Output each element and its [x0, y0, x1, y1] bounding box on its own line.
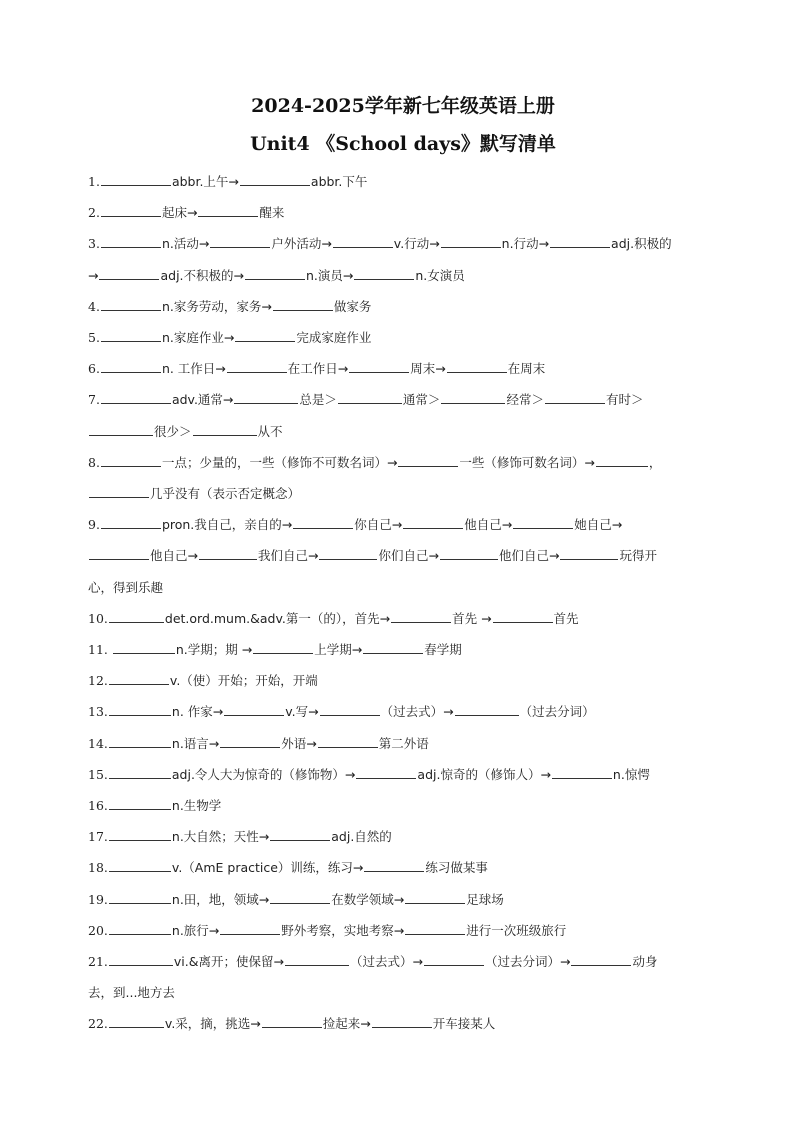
item-text: 足球场	[466, 891, 504, 907]
item-number: 21.	[88, 954, 108, 970]
answer-blank[interactable]	[338, 389, 402, 404]
item-text: （过去式）→	[349, 954, 423, 970]
item-number: 6.	[88, 361, 100, 377]
item-9-cont	[88, 540, 718, 571]
answer-blank[interactable]	[273, 296, 333, 311]
item-text: 捡起来→	[322, 1016, 371, 1032]
answer-blank[interactable]	[101, 389, 171, 404]
answer-blank[interactable]	[109, 920, 171, 935]
item-text: 他自己→	[464, 517, 513, 533]
item-text: 总是＞	[299, 392, 337, 408]
answer-blank[interactable]	[224, 701, 284, 716]
item-text: 户外活动→	[271, 236, 332, 252]
item-text: 练习做某事	[425, 860, 488, 876]
item-text: 周末→	[410, 361, 446, 377]
answer-blank[interactable]	[109, 826, 171, 841]
page-subtitle: Unit4 《School days》默写清单	[250, 133, 556, 155]
item-21-cont	[88, 977, 718, 1008]
answer-blank[interactable]	[193, 421, 257, 436]
item-text: pron.我自己，亲自的→	[161, 517, 293, 533]
answer-blank[interactable]	[210, 233, 270, 248]
answer-blank[interactable]	[319, 545, 377, 560]
item-number: 11.	[88, 642, 112, 658]
item-text: 上学期→	[314, 642, 363, 658]
item-text: n.女演员	[415, 267, 465, 283]
item-5	[88, 322, 718, 353]
answer-blank[interactable]	[405, 889, 465, 904]
item-text: n. 工作日→	[161, 361, 226, 377]
answer-blank[interactable]	[89, 483, 149, 498]
item-15	[88, 759, 718, 790]
item-text: abbr.上午→	[171, 174, 239, 189]
item-text: vi.&离开；使保留→	[173, 954, 284, 970]
answer-blank[interactable]	[354, 265, 414, 280]
answer-blank[interactable]	[560, 545, 618, 560]
item-number: 22.	[88, 1016, 108, 1032]
item-text: 野外考察，实地考察→	[281, 922, 405, 938]
item-10	[88, 603, 718, 634]
item-4	[88, 291, 718, 322]
item-text: 醒来	[259, 205, 285, 221]
answer-blank[interactable]	[109, 1013, 164, 1028]
answer-blank[interactable]	[234, 389, 298, 404]
item-text: v.写→	[285, 704, 319, 720]
answer-blank[interactable]	[545, 389, 605, 404]
item-text: n.学期；期 →	[175, 642, 253, 658]
answer-blank[interactable]	[262, 1013, 322, 1028]
item-text: 首先 →	[452, 610, 492, 626]
item-text: n.活动→	[161, 236, 210, 252]
item-text: v.（使）开始；开始，开端	[169, 673, 318, 689]
answer-blank[interactable]	[109, 701, 171, 716]
item-text: 第二外语	[378, 735, 429, 751]
item-7-cont	[88, 416, 718, 447]
item-text: 在数学领域→	[331, 891, 405, 907]
answer-blank[interactable]	[320, 701, 380, 716]
item-text: 做家务	[333, 298, 372, 314]
item-text: 玩得开	[619, 548, 657, 564]
item-number: 20.	[88, 922, 108, 938]
answer-blank[interactable]	[235, 327, 295, 342]
answer-blank[interactable]	[113, 639, 175, 654]
answer-blank[interactable]	[356, 764, 416, 779]
answer-blank[interactable]	[101, 202, 161, 217]
item-16	[88, 790, 718, 821]
item-17	[88, 821, 718, 852]
answer-blank[interactable]	[571, 951, 631, 966]
answer-blank[interactable]	[391, 608, 451, 623]
item-number: 14.	[88, 735, 108, 751]
item-text: adj.不积极的→	[160, 267, 244, 283]
item-text: 很少＞	[154, 423, 192, 439]
answer-blank[interactable]	[101, 233, 161, 248]
item-2	[88, 197, 718, 228]
item-21	[88, 946, 718, 977]
answer-blank[interactable]	[240, 171, 310, 186]
answer-blank[interactable]	[227, 358, 287, 373]
answer-blank[interactable]	[349, 358, 409, 373]
answer-blank[interactable]	[109, 857, 171, 872]
item-1	[88, 166, 718, 197]
answer-blank[interactable]	[101, 452, 161, 467]
answer-blank[interactable]	[101, 514, 161, 529]
item-text: v.（AmE practice）训练，练习→	[171, 860, 364, 876]
answer-blank[interactable]	[405, 920, 465, 935]
answer-blank[interactable]	[424, 951, 484, 966]
answer-blank[interactable]	[109, 608, 164, 623]
item-text: 我们自己→	[257, 548, 319, 564]
item-13	[88, 696, 718, 727]
item-text: 经常＞	[506, 392, 544, 408]
answer-blank[interactable]	[109, 670, 169, 685]
answer-blank[interactable]	[89, 421, 153, 436]
item-text: 你们自己→	[378, 548, 439, 564]
answer-blank[interactable]	[441, 233, 501, 248]
item-text: 一点；少量的，一些（修饰不可数名词）→	[161, 454, 398, 470]
item-text: 完成家庭作业	[296, 330, 372, 346]
item-text: n.语言→	[171, 735, 220, 751]
item-text: 通常＞	[402, 392, 441, 408]
item-number: 18.	[88, 860, 108, 876]
item-text: adj.自然的	[331, 829, 392, 845]
item-text: 心，得到乐趣	[88, 579, 164, 595]
item-20	[88, 915, 718, 946]
answer-blank[interactable]	[220, 920, 280, 935]
item-text: （过去分词）	[519, 704, 595, 720]
item-3-cont	[88, 260, 718, 291]
answer-blank[interactable]	[109, 733, 171, 748]
item-text: n.家务劳动，家务→	[161, 298, 272, 314]
item-12	[88, 665, 718, 696]
item-number: 16.	[88, 798, 108, 814]
item-text: n.家庭作业→	[161, 330, 235, 346]
answer-blank[interactable]	[99, 265, 159, 280]
item-text: 有时＞	[605, 392, 644, 408]
answer-blank[interactable]	[333, 233, 393, 248]
item-text: adv.通常→	[171, 392, 234, 408]
answer-blank[interactable]	[245, 265, 305, 280]
item-text: 外语→	[281, 735, 317, 751]
item-text: ，	[648, 454, 662, 470]
answer-blank[interactable]	[285, 951, 349, 966]
answer-blank[interactable]	[493, 608, 553, 623]
answer-blank[interactable]	[552, 764, 612, 779]
answer-blank[interactable]	[455, 701, 519, 716]
item-text: n.生物学	[171, 798, 222, 814]
answer-blank[interactable]	[318, 733, 378, 748]
item-text: 动身	[632, 954, 658, 970]
item-14	[88, 728, 718, 759]
answer-blank[interactable]	[596, 452, 648, 467]
answer-blank[interactable]	[398, 452, 458, 467]
answer-blank[interactable]	[109, 951, 173, 966]
item-number: 15.	[88, 766, 108, 782]
item-text: v.行动→	[393, 236, 440, 252]
item-9-cont2	[88, 572, 718, 603]
answer-blank[interactable]	[270, 889, 330, 904]
answer-blank[interactable]	[109, 795, 171, 810]
item-text: 去，到...地方去	[88, 985, 175, 1001]
answer-blank[interactable]	[270, 826, 330, 841]
item-number: 12.	[88, 673, 108, 689]
answer-blank[interactable]	[198, 202, 258, 217]
item-19	[88, 884, 718, 915]
item-text: 进行一次班级旅行	[466, 922, 567, 938]
answer-blank[interactable]	[199, 545, 257, 560]
item-text: v.采，摘，挑选→	[164, 1016, 261, 1032]
item-list	[88, 166, 718, 1040]
item-text: （过去分词）→	[484, 954, 571, 970]
answer-blank[interactable]	[293, 514, 353, 529]
answer-blank[interactable]	[441, 389, 505, 404]
item-text: det.ord.mum.&adv.第一（的），首先→	[164, 610, 391, 626]
item-number: 13.	[88, 704, 108, 720]
answer-blank[interactable]	[253, 639, 313, 654]
item-text: 你自己→	[354, 517, 403, 533]
answer-blank[interactable]	[447, 358, 507, 373]
item-9	[88, 509, 718, 540]
item-number: 8.	[88, 454, 100, 470]
item-11	[88, 634, 718, 665]
answer-blank[interactable]	[550, 233, 610, 248]
answer-blank[interactable]	[513, 514, 573, 529]
answer-blank[interactable]	[101, 358, 161, 373]
item-text: 一些（修饰可数名词）→	[459, 454, 595, 470]
answer-blank[interactable]	[109, 889, 171, 904]
item-number: 4.	[88, 298, 100, 314]
item-text: adj.积极的	[611, 236, 672, 252]
item-text: n.田，地，领域→	[171, 891, 270, 907]
item-text: n.行动→	[501, 236, 550, 252]
item-number: 5.	[88, 330, 100, 346]
item-22	[88, 1008, 718, 1039]
item-text: 在周末	[507, 361, 546, 377]
item-8-cont	[88, 478, 718, 509]
page-title: 2024-2025学年新七年级英语上册	[251, 95, 555, 117]
item-text: 首先	[553, 610, 579, 626]
item-text: n.旅行→	[171, 922, 220, 938]
item-text: adj.惊奇的（修饰人）→	[417, 766, 551, 782]
item-text: adj.令人大为惊奇的（修饰物）→	[171, 766, 356, 782]
item-text: 在工作日→	[287, 361, 349, 377]
answer-blank[interactable]	[101, 296, 161, 311]
item-text: →	[88, 267, 99, 283]
item-number: 2.	[88, 205, 100, 221]
item-text: 开车接某人	[432, 1016, 496, 1032]
answer-blank[interactable]	[220, 733, 280, 748]
answer-blank[interactable]	[101, 171, 171, 186]
worksheet-page	[88, 94, 718, 1040]
item-text: n.大自然；天性→	[171, 829, 270, 845]
item-7	[88, 384, 718, 415]
item-text: abbr.下午	[310, 174, 368, 189]
answer-blank[interactable]	[101, 327, 161, 342]
item-text: 他们自己→	[498, 548, 560, 564]
answer-blank[interactable]	[364, 857, 424, 872]
item-text: 从不	[257, 423, 283, 439]
item-number: 9.	[88, 517, 100, 533]
answer-blank[interactable]	[89, 545, 149, 560]
item-6	[88, 353, 718, 384]
item-text: 他自己→	[150, 548, 198, 564]
answer-blank[interactable]	[440, 545, 498, 560]
item-text: n. 作家→	[171, 704, 224, 720]
item-number: 19.	[88, 891, 108, 907]
item-number: 17.	[88, 829, 108, 845]
item-number: 7.	[88, 392, 100, 408]
item-text: 她自己→	[574, 517, 623, 533]
answer-blank[interactable]	[372, 1013, 432, 1028]
item-text: 起床→	[161, 205, 198, 221]
item-text: 春学期	[424, 642, 462, 658]
item-number: 1.	[88, 174, 100, 189]
item-3	[88, 228, 718, 259]
item-number: 10.	[88, 610, 108, 626]
answer-blank[interactable]	[109, 764, 171, 779]
item-18	[88, 852, 718, 883]
item-number: 3.	[88, 236, 100, 252]
answer-blank[interactable]	[403, 514, 463, 529]
item-text: 几乎没有（表示否定概念）	[150, 486, 301, 502]
answer-blank[interactable]	[363, 639, 423, 654]
item-text: n.惊愕	[612, 766, 650, 782]
item-text: （过去式）→	[380, 704, 454, 720]
item-8	[88, 447, 718, 478]
item-text: n.演员→	[306, 267, 354, 283]
